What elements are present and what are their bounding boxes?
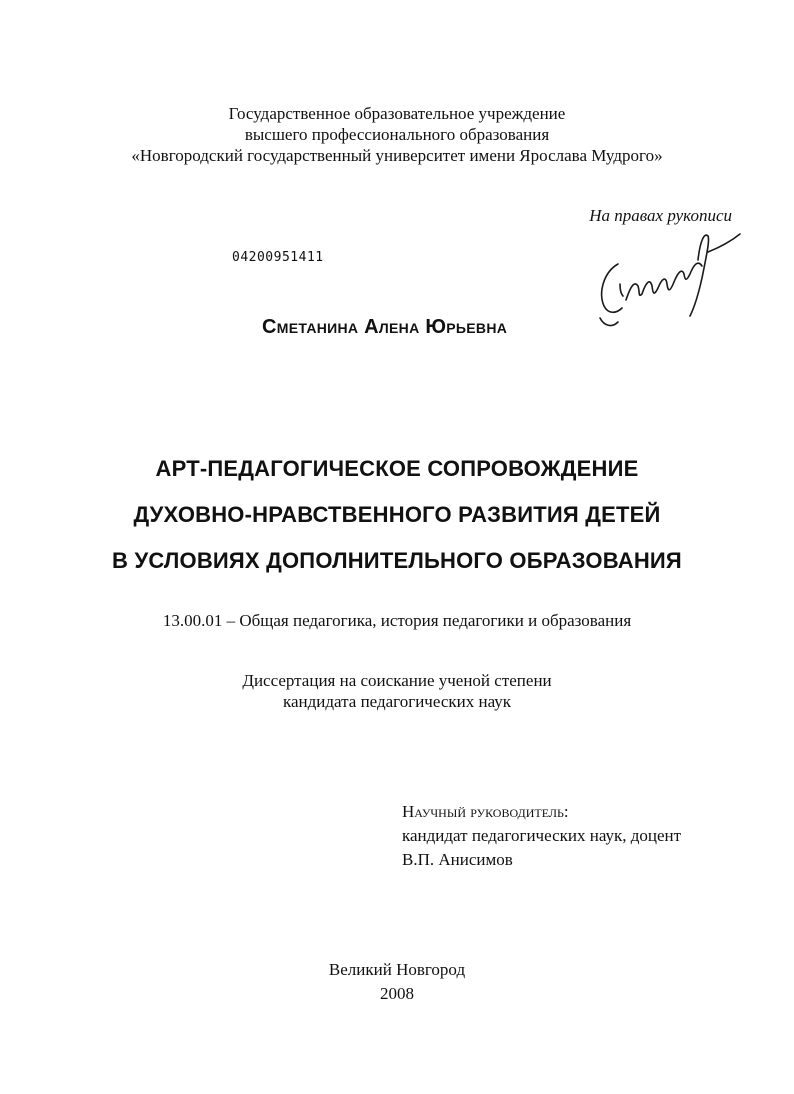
author-name: Сметанина Алена Юрьевна xyxy=(262,316,508,338)
signature-image xyxy=(590,222,760,342)
dissertation-line-2: кандидата педагогических наук xyxy=(282,692,512,711)
city-name: Великий Новгород xyxy=(328,960,466,979)
institution-header xyxy=(0,103,794,166)
year: 2008 xyxy=(380,984,414,1003)
supervisor-name: В.П. Анисимов xyxy=(402,850,513,869)
institution-line-1: Государственное образовательное учреждение xyxy=(228,104,566,123)
title-line-1: АРТ-ПЕДАГОГИЧЕСКОЕ СОПРОВОЖДЕНИЕ xyxy=(155,456,639,481)
dissertation-line-1: Диссертация на соискание ученой степени xyxy=(242,671,552,690)
institution-line-2: высшего профессионального образования xyxy=(244,125,550,144)
specialty-code: 13.00.01 – Общая педагогика, история педагогики и образования xyxy=(162,611,632,630)
title-line-3: В УСЛОВИЯХ ДОПОЛНИТЕЛЬНОГО ОБРАЗОВАНИЯ xyxy=(112,548,682,573)
supervisor-degree: кандидат педагогических наук, доцент xyxy=(402,826,682,845)
registration-number: 04200951411 xyxy=(232,250,324,265)
rights-label: На правах рукописи xyxy=(589,206,732,225)
supervisor-heading: Научный руководитель: xyxy=(402,802,569,821)
supervisor-block xyxy=(402,800,681,872)
dissertation-type xyxy=(0,670,794,712)
city-year-block xyxy=(0,958,794,1006)
title-line-2: ДУХОВНО-НРАВСТВЕННОГО РАЗВИТИЯ ДЕТЕЙ xyxy=(133,502,661,527)
institution-line-3: «Новгородский государственный университет имени Ярослава Мудрого» xyxy=(131,146,663,165)
dissertation-title xyxy=(0,446,794,584)
